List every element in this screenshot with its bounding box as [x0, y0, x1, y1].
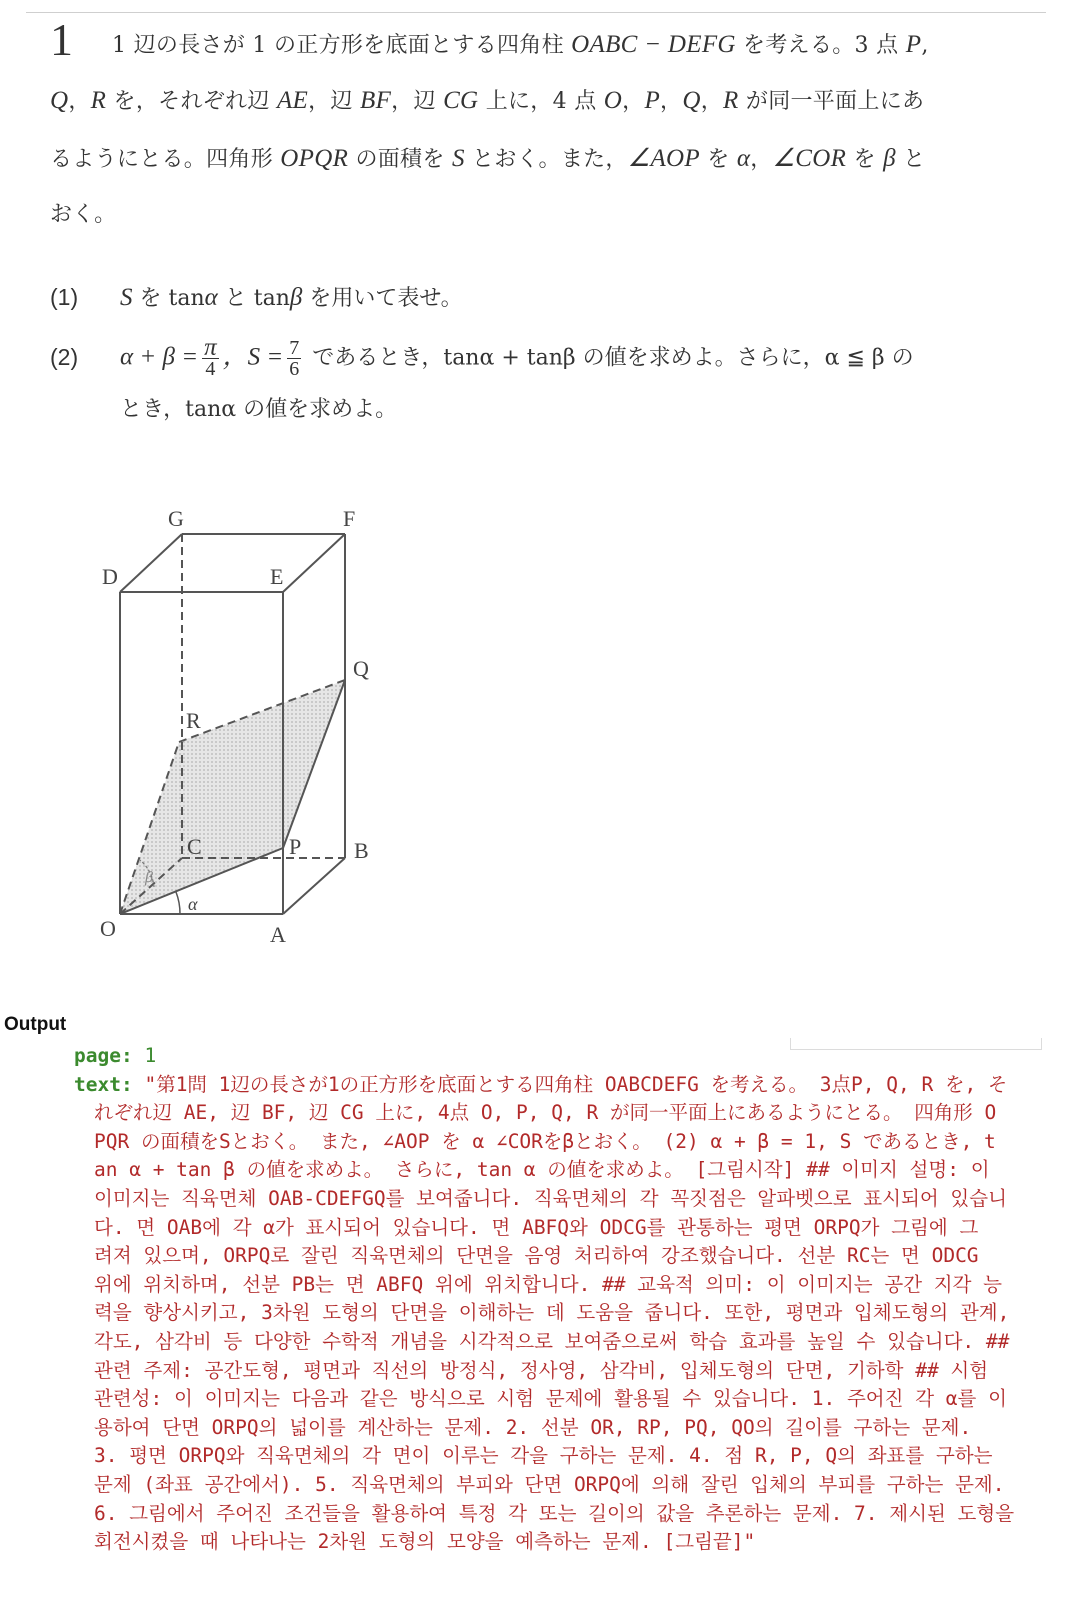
problem-line-3: るようにとる。四角形 OPQR の面積を S とおく。また，∠AOP を α，∠COR を β と [50, 145, 926, 172]
prism-diagram [90, 500, 430, 980]
text-line: an α + tan β の値を求めよ。 さらに, tan α の値を求めよ。 [그림시작] ## 이미지 설명: 이 [94, 1158, 990, 1182]
vertex-label-o: O [100, 916, 116, 941]
vertex-label-r: R [186, 708, 201, 733]
vertex-label-p: P [289, 834, 302, 859]
vertex-label-d: D [102, 564, 118, 589]
vertex-label-f: F [343, 506, 356, 531]
text-line: 용하여 단면 ORPQ의 넓이를 계산하는 문제. 2. 선분 OR, RP, PQ, QO의 길이를 구하는 문제. [94, 1415, 972, 1439]
text-line: れぞれ辺 AE, 辺 BF, 辺 CG 上に, 4点 O, P, Q, R が同一平面上にあるようにとる。 四角形 O [94, 1101, 997, 1125]
text-line: 관련성: 이 이미지는 다음과 같은 방식으로 시험 문제에 활용될 수 있습니다. 1. 주어진 각 α를 이 [94, 1387, 1007, 1411]
subquestion-1: (1) S を tanα と tanβ を用いて表せ。 [50, 284, 463, 311]
text-row: text: "第1問 1辺の長さが1の正方形を底面とする四角柱 OABCDEFG を考える。 3点P, Q, R を, そ [74, 1072, 1008, 1096]
text-line: 각도, 삼각비 등 다양한 수학적 개념을 시각적으로 보여줌으로써 학습 효과를 높일 수 있습니다. ## [94, 1329, 1010, 1353]
fraction-7-over-6: $\frac{7}{6}$ [289, 337, 300, 380]
subquestion-number: (2) [50, 343, 79, 370]
vertex-label-q: Q [353, 656, 369, 681]
text-line: 관련 주제: 공간도형, 평면과 직선의 방정식, 정사영, 삼각비, 입체도형의 단면, 기하학 ## 시험 [94, 1358, 989, 1382]
page-row [74, 1042, 1044, 1071]
prism-figure [90, 500, 430, 980]
text-line: 려져 있으며, ORPQ로 잘린 직육면체의 단면을 음영 처리하여 강조했습니다. 선분 RC는 면 ODCG [94, 1244, 979, 1268]
problem-number: 1 [50, 14, 73, 65]
vertex-label-a: A [270, 922, 286, 947]
text-line: 다. 면 OAB에 각 α가 표시되어 있습니다. 면 ABFQ와 ODCG를 관통하는 평면 ORPQ가 그림에 그 [94, 1215, 979, 1239]
page-key: page: [74, 1044, 133, 1067]
output-block [74, 1042, 1044, 1557]
vertex-label-c: C [187, 834, 202, 859]
text-line: PQR の面積をSとおく。 また, ∠AOP を α ∠CORをβとおく。 (2) α + β = 1, S であるとき, t [94, 1129, 996, 1153]
text-line: 회전시켰을 때 나타나는 2차원 도형의 모양을 예측하는 문제. [그림끝]" [94, 1530, 756, 1554]
text-line: 위에 위치하며, 선분 PB는 면 ABFQ 위에 위치합니다. ## 교육적 의미: 이 이미지는 공간 지각 능 [94, 1272, 1003, 1296]
problem-line-4: おく。 [50, 202, 117, 227]
problem-line-2: Q，R を，それぞれ辺 AE，辺 BF，辺 CG 上に，4 点 O，P，Q，R が同一平面上にあ [50, 87, 925, 114]
vertex-label-b: B [354, 838, 369, 863]
text-line: 력을 향상시키고, 3차원 도형의 단면을 이해하는 데 도움을 줍니다. 또한, 평면과 입체도형의 관계, [94, 1301, 1010, 1325]
subquestion-2: (2) α + β = $\frac{\pi}{4}$ ，S = $\frac{7}{6}$ であるとき，tanα + tanβ の値を求めよ。さらに，α ≦ β の [50, 334, 914, 380]
section-opqr [120, 680, 345, 914]
output-label: Output [4, 1014, 67, 1035]
top-divider [26, 12, 1046, 13]
vertex-label-e: E [270, 564, 284, 589]
page-value: 1 [144, 1044, 157, 1067]
vertex-label-g: G [168, 506, 184, 531]
problem-line-1: 1 辺の長さが 1 の正方形を底面とする四角柱 OABC − DEFG を考える。3 点 P, [112, 31, 929, 58]
angle-label-beta: β [145, 869, 153, 886]
text-line: 이미지는 직육면체 OAB-CDEFGQ를 보여줍니다. 직육면체의 각 꼭짓점은 알파벳으로 표시되어 있습니 [94, 1186, 1007, 1210]
subquestion-number: (1) [50, 284, 79, 310]
subquestion-2-continued: とき，tanα の値を求めよ。 [120, 397, 398, 422]
angle-label-alpha: α [188, 894, 198, 914]
alpha-arc [176, 892, 180, 914]
text-line: 3. 평면 ORPQ와 직육면체의 각 면이 이루는 각을 구하는 문제. 4. 점 R, P, Q의 좌표를 구하는 [94, 1444, 993, 1468]
text-line: 문제 (좌표 공간에서). 5. 직육면체의 부피와 단면 ORPQ에 의해 잘린 입체의 부피를 구하는 문제. [94, 1472, 1005, 1496]
fraction-pi-over-4: $\frac{\pi}{4}$ [204, 334, 217, 380]
text-key: text: [74, 1072, 133, 1096]
text-line: 6. 그림에서 주어진 조건들을 활용하여 특정 각 또는 길이의 값을 추론하는 문제. 7. 제시된 도형을 [94, 1501, 1015, 1525]
